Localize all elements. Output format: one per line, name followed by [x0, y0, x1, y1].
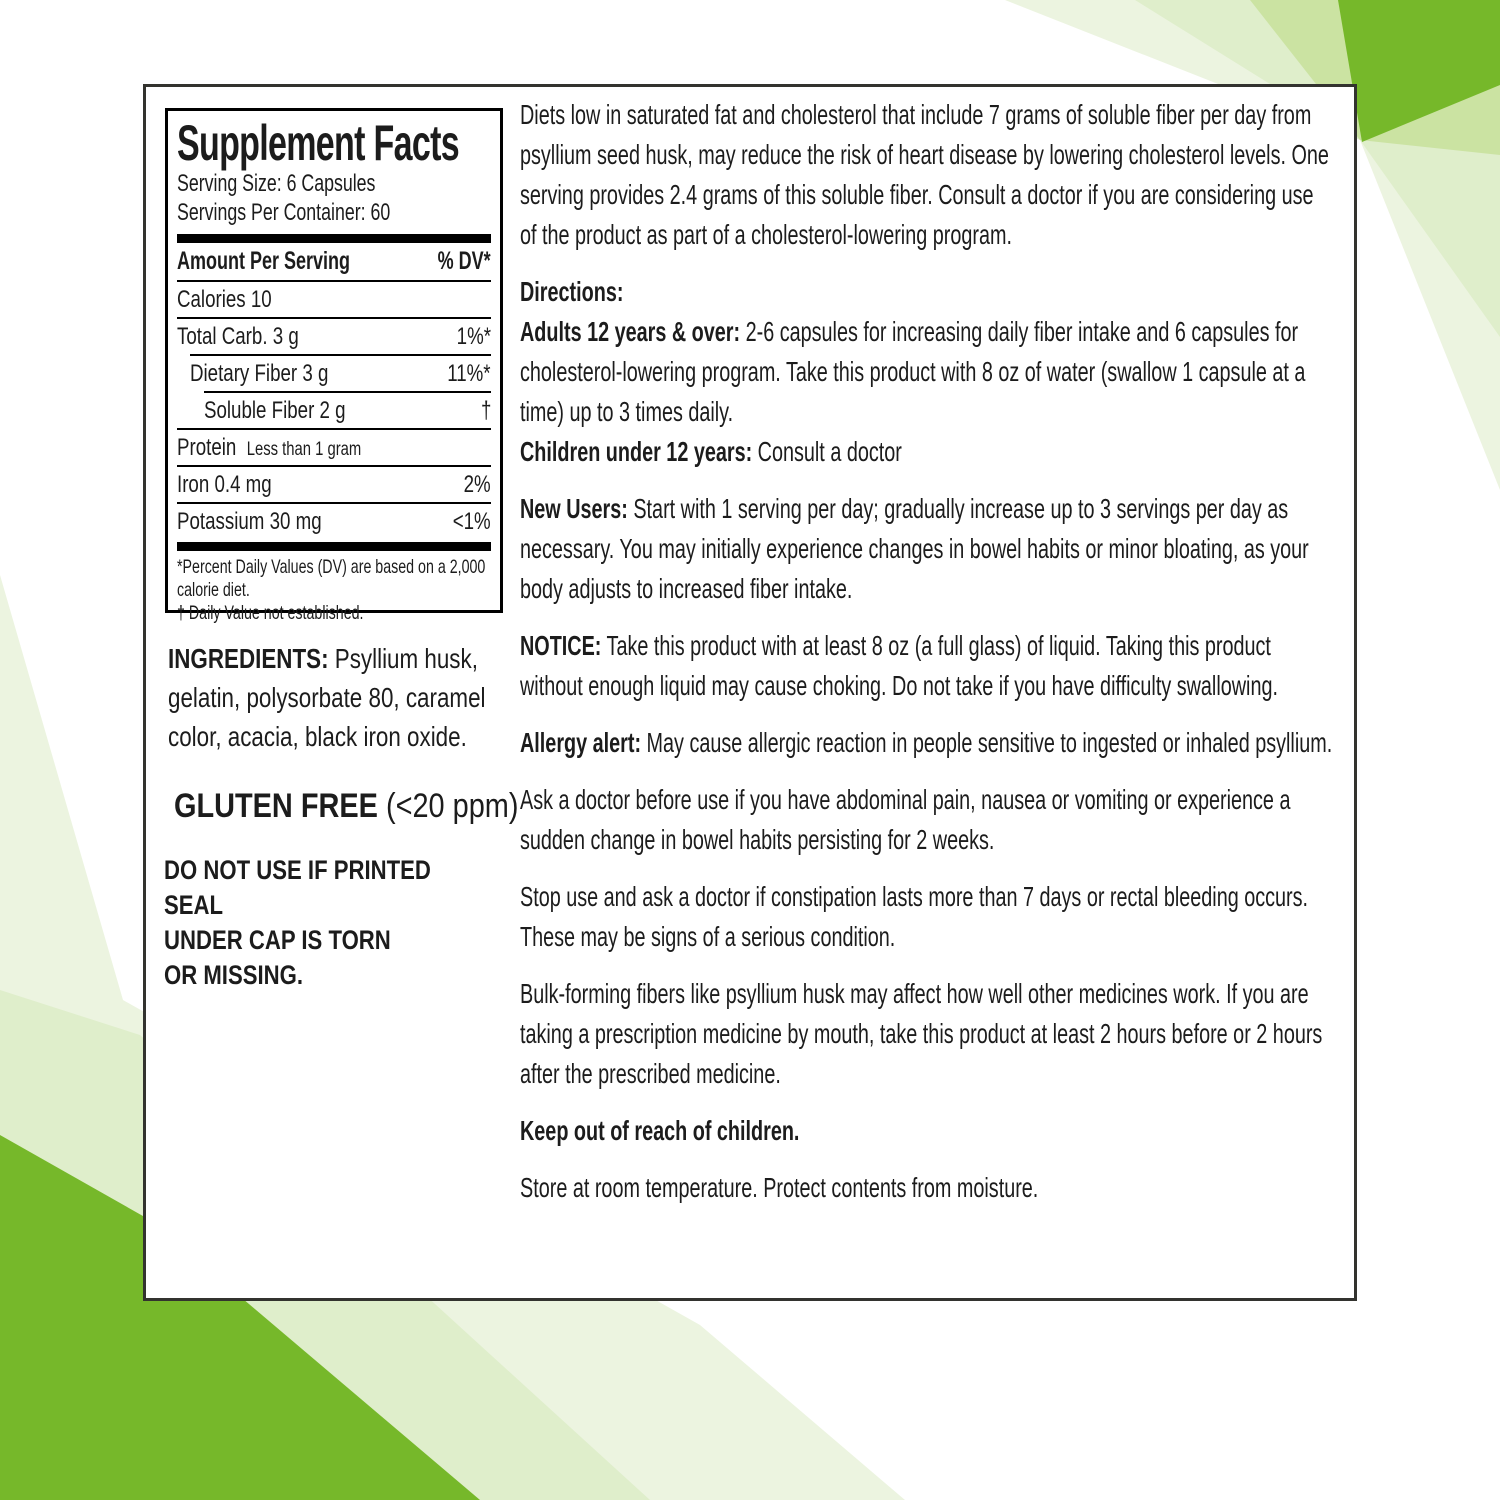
- bulk-forming-paragraph: Bulk-forming fibers like psyllium husk may affect how well other medicines work. If you are taking a prescription medicine by mouth, take this product at least 2 hours before or 2 hours after the prescribed medicine.: [520, 978, 1323, 1089]
- row-protein: Protein Less than 1 gram: [177, 428, 491, 465]
- allergy-alert-paragraph: Allergy alert: May cause allergic reaction in people sensitive to ingested or inhaled psyllium.: [520, 727, 1333, 758]
- gluten-free-ppm: (<20 ppm): [377, 787, 519, 825]
- content-box: [143, 84, 1357, 1301]
- soluble-fiber-claim: Diets low in saturated fat and cholesterol that include 7 grams of soluble fiber per day from psyllium seed husk, may reduce the risk of heart disease by lowering cholesterol levels. One serving provides 2.4 grams of this soluble fiber. Consult a doctor if you are considering use of the product as part of a cholesterol-lowering program.: [520, 99, 1329, 250]
- ingredients-label: INGREDIENTS:: [168, 643, 329, 674]
- directions-paragraph: [520, 272, 1334, 472]
- thick-divider-top: [177, 234, 491, 243]
- stop-use-paragraph: Stop use and ask a doctor if constipation lasts more than 7 days or rectal bleeding occurs. These may be signs of a serious condition.: [520, 881, 1309, 952]
- serving-size: Serving Size: 6 Capsules: [177, 170, 376, 197]
- row-dietary-fiber: Dietary Fiber 3 g 11%*: [190, 354, 491, 391]
- row-iron: Iron 0.4 mg 2%: [177, 465, 491, 502]
- ask-doctor-paragraph: Ask a doctor before use if you have abdominal pain, nausea or vomiting or experience a sudden change in bowel habits persisting for 2 weeks.: [520, 784, 1291, 855]
- row-calories: Calories 10: [177, 286, 272, 313]
- supplement-facts-panel: [165, 108, 503, 624]
- amount-header-label: Amount Per Serving: [177, 247, 351, 275]
- notice-paragraph: NOTICE: Take this product with at least 8 oz (a full glass) of liquid. Taking this product without enough liquid may cause choking. Do not take if you have difficulty swallowing.: [520, 630, 1278, 701]
- seal-warning-line-2: UNDER CAP IS TORN: [164, 925, 391, 955]
- storage-line: Store at room temperature. Protect contents from moisture.: [520, 1172, 1039, 1203]
- seal-warning-line-1: DO NOT USE IF PRINTED SEAL: [164, 855, 431, 920]
- seal-warning: [164, 853, 484, 993]
- gluten-free-bold: GLUTEN FREE: [174, 787, 378, 825]
- panel-title: Supplement Facts: [177, 115, 459, 171]
- footnote-dagger: † Daily Value not established.: [177, 602, 364, 624]
- gluten-free-claim: [174, 787, 518, 826]
- footnote-dv: *Percent Daily Values (DV) are based on a 2,000 calorie diet.: [177, 556, 486, 601]
- thick-divider-bottom: [177, 542, 491, 551]
- directions-children: Children under 12 years: Consult a doctor: [520, 436, 902, 467]
- row-potassium: Potassium 30 mg <1%: [177, 502, 491, 539]
- seal-warning-line-3: OR MISSING.: [164, 960, 304, 990]
- amount-per-serving-header: [177, 243, 491, 282]
- row-soluble-fiber: Soluble Fiber 2 g †: [204, 391, 491, 428]
- dv-header-label: % DV*: [437, 247, 491, 275]
- row-total-carb: Total Carb. 3 g 1%*: [177, 317, 491, 354]
- directions-adults: Adults 12 years & over: 2-6 capsules for increasing daily fiber intake and 6 capsules for cholesterol-lowering program. Take this product with 8 oz of water (swallow 1 capsule at a time) up to 3 times daily.: [520, 316, 1306, 427]
- information-column: [520, 95, 1334, 1208]
- keep-out-of-reach-line: Keep out of reach of children.: [520, 1115, 800, 1146]
- new-users-paragraph: New Users: Start with 1 serving per day; gradually increase up to 3 servings per day as necessary. You may initially experience changes in bowel habits or minor bloating, as your body adjusts to increased fiber intake.: [520, 493, 1309, 604]
- ingredients-text: Psyllium husk, gelatin, polysorbate 80, caramel color, acacia, black iron oxide.: [168, 643, 486, 752]
- panel-footnotes: [177, 556, 491, 625]
- directions-heading: Directions:: [520, 276, 624, 307]
- servings-per-container: Servings Per Container: 60: [177, 199, 391, 226]
- ingredients-block: [168, 639, 504, 756]
